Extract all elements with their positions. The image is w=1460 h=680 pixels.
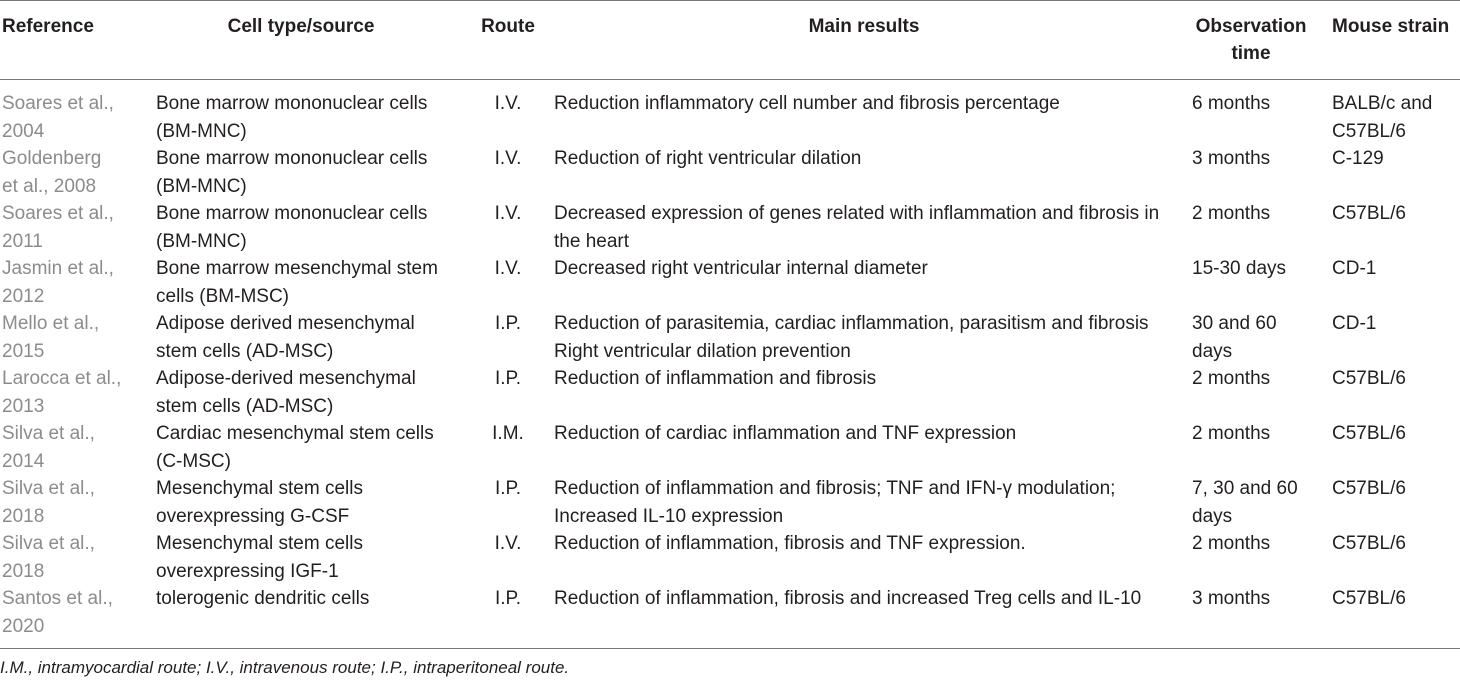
reference-cell[interactable]: 2012 bbox=[2, 285, 45, 307]
route-cell: I.M. bbox=[492, 423, 524, 444]
main-results-cell: Increased IL-10 expression bbox=[554, 505, 784, 527]
reference-cell[interactable]: 2004 bbox=[2, 120, 45, 142]
reference-cell[interactable]: Goldenberg bbox=[2, 148, 102, 169]
reference-cell[interactable]: Silva et al., bbox=[2, 533, 95, 554]
reference-cell[interactable]: Soares et al., bbox=[2, 203, 114, 224]
cell-type-cell: Bone marrow mesenchymal stem bbox=[156, 258, 438, 279]
reference-cell[interactable]: 2014 bbox=[2, 450, 45, 472]
observation-time-cell: 2 months bbox=[1192, 533, 1271, 554]
observation-time-cell: 3 months bbox=[1192, 588, 1271, 609]
mouse-strain-cell: CD-1 bbox=[1332, 313, 1377, 334]
bottom-rule bbox=[0, 648, 1460, 649]
route-cell: I.P. bbox=[494, 368, 522, 389]
cell-type-cell: Mesenchymal stem cells bbox=[156, 533, 363, 554]
route-cell: I.P. bbox=[494, 588, 522, 609]
mouse-strain-cell: C57BL/6 bbox=[1332, 368, 1406, 389]
header-mouse-strain: Mouse strain bbox=[1332, 16, 1450, 37]
cell-type-cell: (C-MSC) bbox=[156, 450, 231, 472]
reference-cell[interactable]: Jasmin et al., bbox=[2, 258, 114, 279]
cell-type-cell: Bone marrow mononuclear cells bbox=[156, 148, 428, 169]
mouse-strain-cell: C57BL/6 bbox=[1332, 120, 1406, 142]
cell-type-cell: (BM-MNC) bbox=[156, 175, 247, 197]
main-results-cell: Reduction of cardiac inflammation and TNF expression bbox=[554, 423, 1017, 444]
route-cell: I.V. bbox=[494, 148, 522, 169]
reference-cell[interactable]: Larocca et al., bbox=[2, 368, 122, 389]
reference-cell[interactable]: 2018 bbox=[2, 505, 45, 527]
table-footnote: I.M., intramyocardial route; I.V., intravenous route; I.P., intraperitoneal route. bbox=[0, 658, 570, 677]
main-results-cell: Reduction of inflammation, fibrosis and TNF expression. bbox=[554, 533, 1026, 554]
mouse-strain-cell: C57BL/6 bbox=[1332, 478, 1406, 499]
top-rule bbox=[0, 0, 1460, 1]
reference-cell[interactable]: Silva et al., bbox=[2, 423, 95, 444]
cell-type-cell: (BM-MNC) bbox=[156, 230, 247, 252]
header-observation-time-line2: time bbox=[1231, 43, 1271, 64]
header-rule bbox=[0, 79, 1460, 80]
route-cell: I.V. bbox=[494, 93, 522, 114]
cell-type-cell: Adipose derived mesenchymal bbox=[156, 313, 415, 334]
reference-cell[interactable]: 2011 bbox=[2, 230, 43, 252]
reference-cell[interactable]: 2018 bbox=[2, 560, 45, 582]
main-results-cell: Reduction of right ventricular dilation bbox=[554, 148, 862, 169]
observation-time-cell: 2 months bbox=[1192, 203, 1271, 224]
mouse-strain-cell: C57BL/6 bbox=[1332, 203, 1406, 224]
observation-time-cell: days bbox=[1192, 505, 1233, 527]
route-cell: I.V. bbox=[494, 203, 522, 224]
main-results-cell: Decreased right ventricular internal diameter bbox=[554, 258, 928, 279]
main-results-cell: Reduction inflammatory cell number and fibrosis percentage bbox=[554, 93, 1060, 114]
cell-type-cell: Mesenchymal stem cells bbox=[156, 478, 363, 499]
route-cell: I.P. bbox=[494, 478, 522, 499]
mouse-strain-cell: C57BL/6 bbox=[1332, 533, 1406, 554]
reference-cell[interactable]: Mello et al., bbox=[2, 313, 100, 334]
reference-cell[interactable]: Silva et al., bbox=[2, 478, 95, 499]
cell-type-cell: Bone marrow mononuclear cells bbox=[156, 93, 428, 114]
mouse-strain-cell: C57BL/6 bbox=[1332, 423, 1406, 444]
reference-cell[interactable]: et al., 2008 bbox=[2, 175, 97, 197]
cell-type-cell: stem cells (AD-MSC) bbox=[156, 340, 334, 362]
reference-cell[interactable]: 2015 bbox=[2, 340, 45, 362]
observation-time-cell: 6 months bbox=[1192, 93, 1271, 114]
reference-cell[interactable]: 2020 bbox=[2, 615, 45, 637]
main-results-cell: Reduction of inflammation and fibrosis bbox=[554, 368, 877, 389]
header-main-results: Main results bbox=[808, 16, 920, 37]
cell-type-cell: (BM-MNC) bbox=[156, 120, 247, 142]
cell-type-cell: stem cells (AD-MSC) bbox=[156, 395, 334, 417]
header-observation-time-line1: Observation bbox=[1195, 16, 1307, 37]
cell-type-cell: Cardiac mesenchymal stem cells bbox=[156, 423, 434, 444]
observation-time-cell: 15-30 days bbox=[1192, 258, 1287, 279]
cell-type-cell: overexpressing G-CSF bbox=[156, 505, 350, 527]
main-results-cell: Reduction of parasitemia, cardiac inflammation, parasitism and fibrosis bbox=[554, 313, 1149, 334]
mouse-strain-cell: BALB/c and bbox=[1332, 93, 1433, 114]
reference-cell[interactable]: 2013 bbox=[2, 395, 45, 417]
route-cell: I.P. bbox=[494, 313, 522, 334]
main-results-cell: Reduction of inflammation and fibrosis; TNF and IFN-γ modulation; bbox=[554, 478, 1116, 499]
main-results-cell: the heart bbox=[554, 230, 629, 252]
observation-time-cell: 2 months bbox=[1192, 368, 1271, 389]
mouse-strain-cell: C-129 bbox=[1332, 148, 1384, 169]
reference-cell[interactable]: Santos et al., bbox=[2, 588, 113, 609]
observation-time-cell: days bbox=[1192, 340, 1233, 362]
cell-type-cell: Adipose-derived mesenchymal bbox=[156, 368, 416, 389]
cell-type-cell: Bone marrow mononuclear cells bbox=[156, 203, 428, 224]
observation-time-cell: 7, 30 and 60 bbox=[1192, 478, 1298, 499]
header-route: Route bbox=[481, 16, 535, 37]
header-cell-type: Cell type/source bbox=[227, 16, 375, 37]
observation-time-cell: 30 and 60 bbox=[1192, 313, 1277, 334]
cell-type-cell: overexpressing IGF-1 bbox=[156, 560, 339, 582]
cell-type-cell: tolerogenic dendritic cells bbox=[156, 588, 370, 609]
mouse-strain-cell: C57BL/6 bbox=[1332, 588, 1406, 609]
reference-cell[interactable]: Soares et al., bbox=[2, 93, 114, 114]
main-results-cell: Reduction of inflammation, fibrosis and increased Treg cells and IL-10 bbox=[554, 588, 1142, 609]
mouse-strain-cell: CD-1 bbox=[1332, 258, 1377, 279]
route-cell: I.V. bbox=[494, 258, 522, 279]
route-cell: I.V. bbox=[494, 533, 522, 554]
cell-type-cell: cells (BM-MSC) bbox=[156, 285, 289, 307]
observation-time-cell: 3 months bbox=[1192, 148, 1271, 169]
main-results-cell: Decreased expression of genes related with inflammation and fibrosis in bbox=[554, 203, 1160, 224]
observation-time-cell: 2 months bbox=[1192, 423, 1271, 444]
header-reference: Reference bbox=[2, 16, 94, 37]
main-results-cell: Right ventricular dilation prevention bbox=[554, 340, 851, 362]
